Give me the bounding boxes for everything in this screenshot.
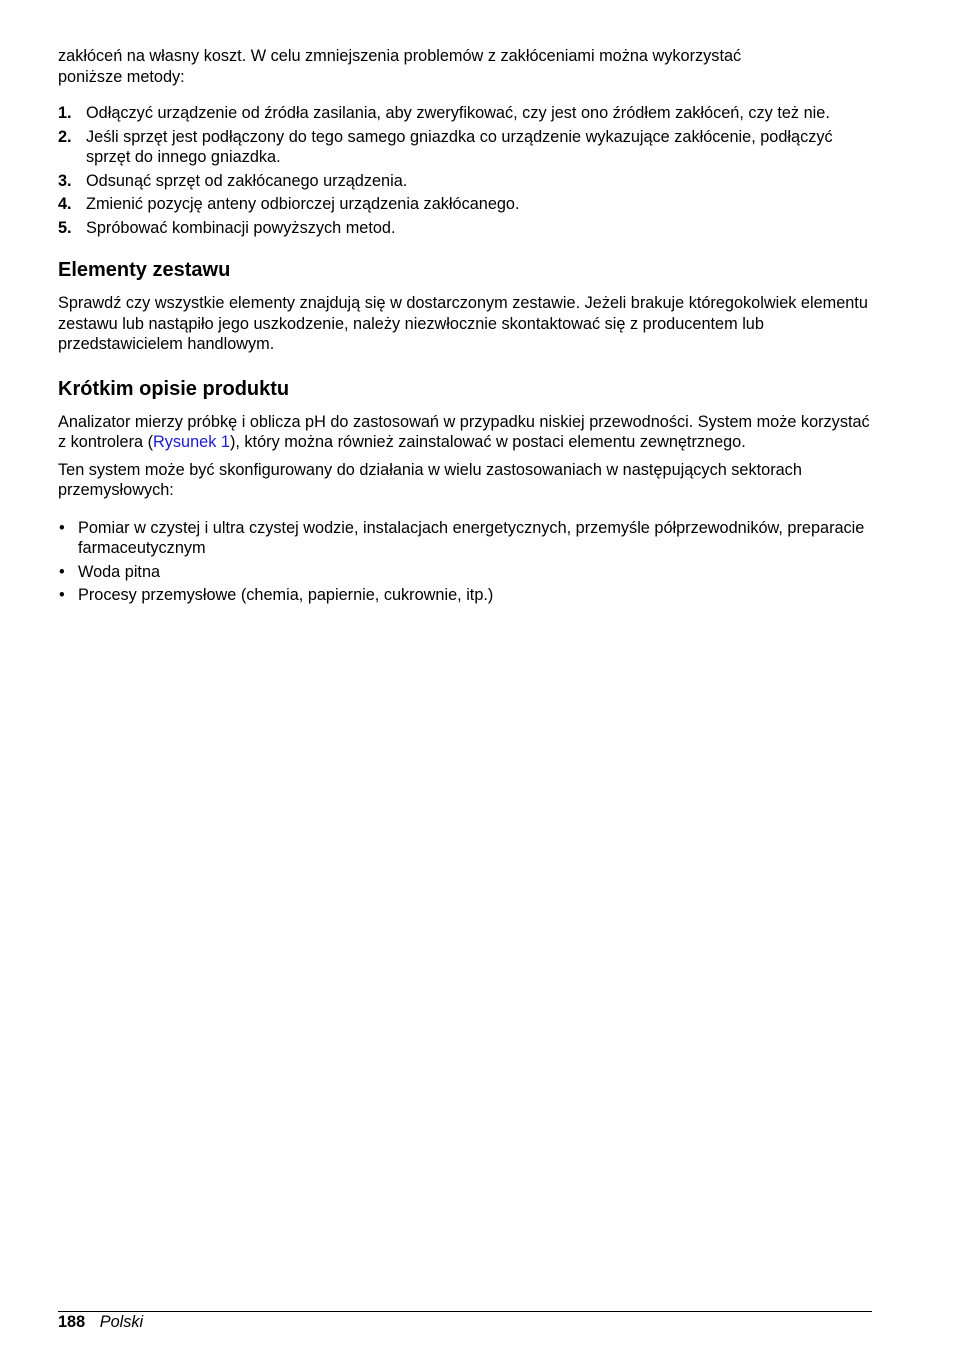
bullet-text: Procesy przemysłowe (chemia, papiernie, cukrownie, itp.) bbox=[78, 586, 494, 604]
step-number: 4. bbox=[58, 195, 72, 213]
sectors-list bbox=[58, 518, 878, 606]
intro-line-2: poniższe metody: bbox=[58, 67, 185, 86]
step-number: 3. bbox=[58, 171, 72, 190]
list-item bbox=[58, 218, 878, 239]
list-item bbox=[58, 585, 878, 606]
page-number: 188 bbox=[58, 1313, 86, 1331]
step-text: Zmienić pozycję anteny odbiorczej urządzenia zakłócanego. bbox=[86, 195, 520, 213]
section-heading-product-overview: Krótkim opisie produktu bbox=[58, 377, 290, 400]
sectors-paragraph: Ten system może być skonfigurowany do działania w wielu zastosowaniach w następujących sektorach przemysłowych: bbox=[58, 460, 802, 499]
list-item bbox=[58, 562, 878, 583]
list-item bbox=[58, 518, 878, 559]
list-item bbox=[58, 194, 878, 215]
bullet-text: Woda pitna bbox=[78, 562, 161, 581]
page-content bbox=[58, 46, 878, 609]
figure-reference-link[interactable]: Rysunek 1 bbox=[153, 433, 230, 451]
bullet-icon: • bbox=[59, 518, 65, 537]
step-text: Spróbować kombinacji powyższych metod. bbox=[86, 218, 396, 237]
footer-divider bbox=[58, 1311, 872, 1312]
page-footer bbox=[58, 1312, 143, 1332]
troubleshooting-steps-list bbox=[58, 103, 878, 238]
bullet-icon: • bbox=[59, 562, 65, 581]
list-item bbox=[58, 103, 878, 124]
bullet-text: Pomiar w czystej i ultra czystej wodzie, instalacjach energetycznych, przemyśle półprzewodników, preparacie farmaceutycznym bbox=[78, 518, 865, 557]
step-text: Odłączyć urządzenie od źródła zasilania, aby zweryfikować, czy jest ono źródłem zakłóceń, czy też nie. bbox=[86, 104, 830, 122]
overview-text-before: Analizator mierzy próbkę i oblicza pH do zastosowań w przypadku niskiej przewodności. System może korzystać z kontrolera ( bbox=[58, 412, 870, 451]
intro-line-1: zakłóceń na własny koszt. W celu zmniejszenia problemów z zakłóceniami można wykorzystać bbox=[58, 47, 742, 65]
step-number: 2. bbox=[58, 127, 72, 146]
step-number: 1. bbox=[58, 104, 72, 122]
product-overview-paragraph bbox=[58, 412, 878, 453]
intro-paragraph bbox=[58, 46, 878, 87]
step-text: Jeśli sprzęt jest podłączony do tego samego gniazdka co urządzenie wykazujące zakłócenie, podłączyć sprzęt do innego gniazdka. bbox=[86, 127, 833, 166]
overview-text-after: ), który można również zainstalować w postaci elementu zewnętrznego. bbox=[229, 433, 746, 451]
step-text: Odsunąć sprzęt od zakłócanego urządzenia. bbox=[86, 171, 408, 190]
list-item bbox=[58, 171, 878, 192]
footer-language: Polski bbox=[99, 1313, 144, 1331]
list-item bbox=[58, 127, 878, 168]
kit-contents-paragraph: Sprawdź czy wszystkie elementy znajdują się w dostarczonym zestawie. Jeżeli brakuje któregokolwiek elementu zestawu lub nastąpiło jego uszkodzenie, należy niezwłocznie skontaktować się z producentem lub przedstawicielem handlowym. bbox=[58, 294, 868, 353]
section-heading-kit-contents: Elementy zestawu bbox=[58, 259, 231, 281]
bullet-icon: • bbox=[59, 586, 65, 604]
step-number: 5. bbox=[58, 218, 72, 237]
